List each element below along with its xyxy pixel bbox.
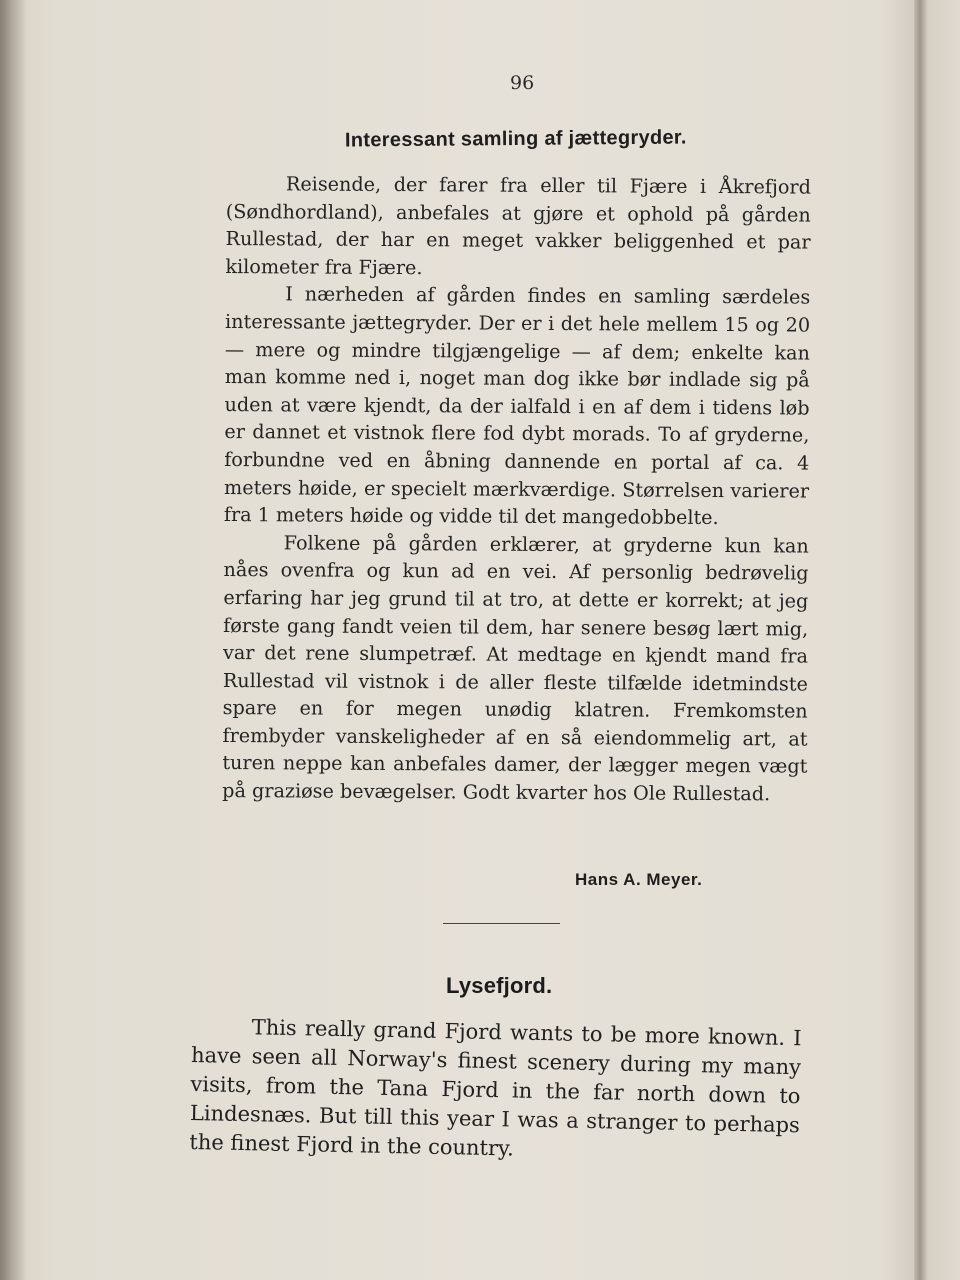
article-title-jaettegryder: Interessant samling af jættegryder. [344, 126, 687, 152]
binding-shadow [0, 0, 26, 1280]
article-body-lysefjord [189, 1012, 802, 1169]
article-body-jaettegryder [222, 170, 811, 808]
section-divider [443, 923, 560, 924]
paragraph: Folkene på gården erklærer, at gryderne kun kan nåes ovenfra og kun ad en vei. Af personlig bedrøvelig erfaring har jeg grund til at tro, at dette er korrekt; at jeg første gang fandt veien til dem, har senere besøg lært mig, var det rene slumpetræf. At medtage en kjendt mand fra Rullestad vil vistnok i de aller fleste tilfælde idetmindste spare en for megen unødig klatren. Fremkomsten frembyder vanskeligheder af en så eiendommelig art, at turen neppe kan anbefales damer, der lægger megen vægt på graziøse bevægelser. Godt kvarter hos Ole Rullestad. [222, 531, 809, 806]
paragraph: I nærheden af gården findes en samling særdeles interessante jættegryder. Der er i det hele mellem 15 og 20 — mere og mindre tilgjængelige — af dem; enkelte kan man komme ned i, noget man dog ikke bør indlade sig på uden at være kjendt, da der ialfald i en af dem i tidens løb er dannet et vistnok flere fod dybt morads. To af gryderne, forbundne ved en åbning dannende en portal af ca. 4 meters høide, er specielt mærkværdige. Størrelsen varierer fra 1 meters høide og vidde til det mangedobbelte. [223, 282, 811, 530]
book-page [190, 60, 830, 1190]
author-signature: Hans A. Meyer. [575, 870, 703, 889]
paragraph: Reisende, der farer fra eller til Fjære i Åkrefjord (Søndhordland), anbefales at gjøre et ophold på gården Rullestad, der har en meget vakker beliggenhed et par kilometer fra Fjære. [225, 172, 811, 279]
paragraph: This really grand Fjord wants to be more known. I have seen all Norway's finest scenery during my many visits, from the Tana Fjord in the far north down to Lindesnæs. But till this year I was a stranger to perhaps the finest Fjord in the country. [189, 1015, 802, 1161]
page-number: 96 [510, 72, 535, 94]
next-page-edge [914, 0, 960, 1280]
article-title-lysefjord: Lysefjord. [446, 973, 553, 998]
